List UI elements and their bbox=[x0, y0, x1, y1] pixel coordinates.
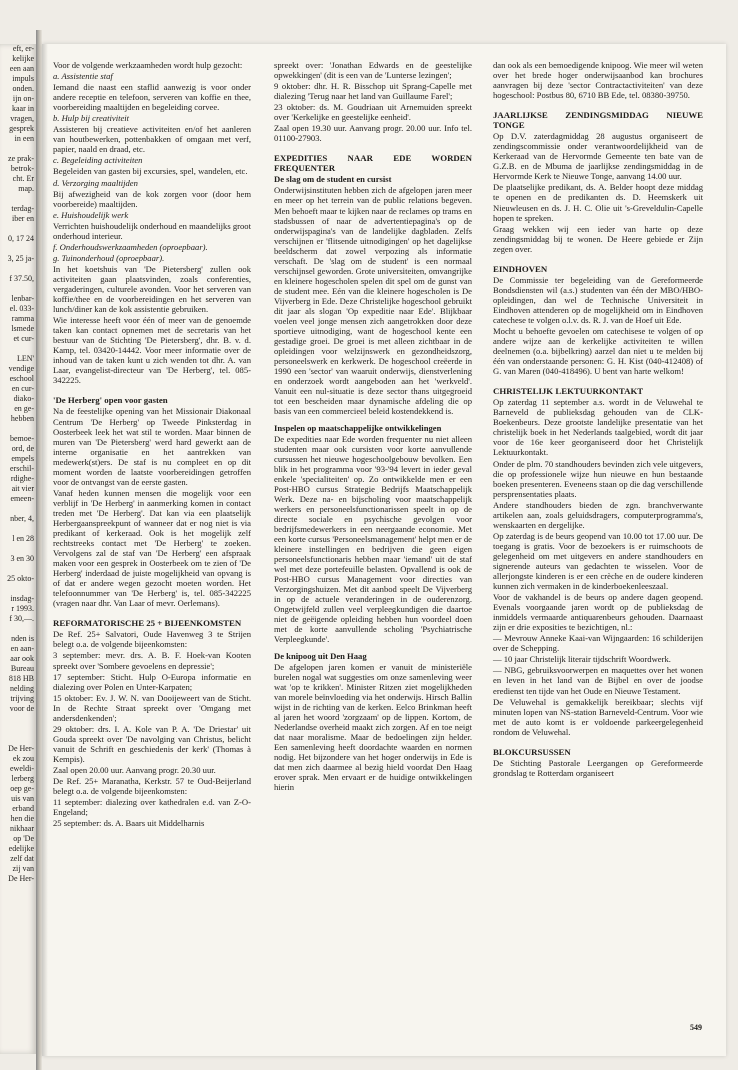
prev-page-line: 818 HB bbox=[8, 674, 34, 683]
paragraph: Graag wekken wij een ieder van harte op deze zendingsmiddag bij te wonen. De Heere gebiede er Zijn zegen over. bbox=[493, 223, 703, 254]
previous-page-edge bbox=[0, 44, 36, 1054]
paragraph: De afgelopen jaren komen er vanuit de ministeriële burelen nogal wat suggesties om onze samenleving weer wat 'op te krikken'. Minister Ritzen ziet mogelijkheden van morele beïnvloeding via het onderwijs. Hirsch Ballin wijst in de richting van de kerken. Eelco Brinkman heeft al jaren het woord 'zorgzaam' op de lippen. Kortom, de Nederlandse overheid maakt zich zorgen. Af en toe neigt dat naar moralisme. Maar de bedoelingen zijn helder. Een samenleving heeft doordachte waarden en normen nodig. Het bijzondere van het hoger onderwijs in Ede is dat men zich daarmee al bezig hield voordat Den Haag erover sprak. Men ervaart er de huidige ontwikkelingen hierin bbox=[274, 661, 472, 793]
paragraph: Zaal open 20.00 uur. Aanvang progr. 20.30 uur. bbox=[53, 765, 216, 775]
prev-page-line: cht. Er bbox=[12, 174, 34, 183]
prev-page-line: bemoe- bbox=[10, 434, 34, 443]
section-heading: BLOKCURSUSSEN bbox=[493, 746, 571, 757]
paragraph: Voor de vakhandel is de beurs op andere dagen geopend. Evenals voorgaande jaren wordt op de publieksdag de inmiddels vermaarde antiquarenbeurs gehouden. Daarnaast zijn er drie exposities te bezichtigen, nl.: bbox=[493, 592, 703, 633]
paragraph: De Stichting Pastorale Leergangen op Gereformeerde grondslag te Rotterdam organiseert bbox=[493, 757, 703, 778]
page-fold-shadow bbox=[42, 44, 48, 1056]
prev-page-line: en cur- bbox=[11, 384, 34, 393]
prev-page-line: erschil- bbox=[10, 464, 34, 473]
paragraph: Onderwijsinstituten hebben zich de afgelopen jaren meer en meer op het terrein van de public relations begeven. Men behoeft maar te kijken naar de reclames op trams en stadsbussen of naar de advertentiepagina's op de onderwijspagina's van de landelijke dagbladen. Zelfs verschijnen er 'flitsende uitnodigingen' op het dagelijkse beeldscherm dat zowel verpozing als informatie verschaft. De 'slag om de student' is een normaal verschijnsel geworden. Grote universiteiten, omvangrijke en kleinere hogescholen spelen dit spel om de gunst van de student mee. Eén van die kleinere hogescholen is De Vijverberg in Ede. Deze Christelijke hogeschool gebruikt dit jaar als slogan 'Op expeditie naar Ede'. Blijkbaar voelen veel jonge mensen zich aangetrokken door deze sportieve uitnodiging, want de hogeschool kente een gestadige groei. De groei is met alleen zichtbaar in de opleidingen voor welzijnswerk en gezondheidszorg, personeelswerk en kerkwerk. De hogeschool creëerde in 1990 een 'sector' van waaruit onderwijs, dienstverlening en onderzoek wordt aangeboden aan het 'werkveld'. Vanuit een nul-situatie is deze sector thans uitgegroeid tot een bescheiden maar dynamische afdeling die op basis van een commercieel beleid kostendekkend is. bbox=[274, 185, 472, 417]
prev-page-line bbox=[0, 544, 36, 554]
prev-page-line: rdighe- bbox=[10, 474, 34, 483]
prev-page-line: f 30,—. bbox=[9, 614, 34, 623]
section-heading: EINDHOVEN bbox=[493, 263, 548, 274]
paragraph: 17 september: Sticht. Hulp O-Europa informatie en dialezing over Polen en Unter-Karpaten; bbox=[53, 671, 251, 692]
italic-subheading: d. Verzorging maaltijden bbox=[53, 177, 138, 188]
prev-page-line: ek zou bbox=[12, 754, 34, 763]
prev-page-line bbox=[0, 504, 36, 514]
section-heading: CHRISTELIJK LEKTUURKONTAKT bbox=[493, 386, 644, 397]
prev-page-line bbox=[0, 284, 36, 294]
paragraph: 29 oktober: drs. I. A. Kole van P. A. 'De Driestar' uit Gouda spreekt over 'De navolging van Christus, belicht vanuit de Schrift en geschiedenis der kerk' (Thomas à Kempis). bbox=[53, 723, 251, 764]
prev-page-line bbox=[0, 734, 36, 744]
paragraph: Mocht u behoefte gevoelen om catechisese te volgen of op andere wijze aan de kerkelijke activiteiten te willen deelnemen (o.a. bijbelkring) aarzel dan niet u te melden bij één van onderstaande personen: G. H. Kist (040-412408) of G. van Maren (040-418496). U bent van harte welkom! bbox=[493, 325, 703, 377]
prev-page-line: r 1993. bbox=[11, 604, 34, 613]
prev-page-line bbox=[0, 144, 36, 154]
paragraph: — NBG, gebruiksvoorwerpen en maquettes over het wonen en leven in het land van de Bijbel en over de joodse eredienst ten tijde van het Oude en Nieuwe Testament. bbox=[493, 665, 703, 696]
prev-page-line: en ge- bbox=[14, 404, 34, 413]
prev-page-line: nber, 4, bbox=[10, 514, 34, 523]
prev-page-line bbox=[0, 224, 36, 234]
prev-page-line: edelijke bbox=[8, 844, 34, 853]
prev-page-line: f 37.50, bbox=[9, 274, 34, 283]
prev-page-line: lsmede bbox=[11, 324, 34, 333]
paragraph: — 10 jaar Christelijk literair tijdschrift Woordwerk. bbox=[493, 654, 671, 665]
prev-page-line: trijving bbox=[10, 694, 34, 703]
prev-page-line bbox=[0, 584, 36, 594]
prev-page-line: eft, er- bbox=[12, 44, 34, 53]
prev-page-line: hebben bbox=[10, 414, 34, 423]
subsection-heading: Inspelen op maatschappelijke ontwikkelingen bbox=[274, 422, 442, 433]
paragraph: Voor de volgende werkzaamheden wordt hulp gezocht: bbox=[53, 60, 243, 70]
prev-page-line: map. bbox=[18, 184, 34, 193]
prev-page-line bbox=[0, 624, 36, 634]
prev-page-line: terdag- bbox=[11, 204, 34, 213]
prev-page-line: LEN' bbox=[17, 354, 34, 363]
paragraph: Op D.V. zaterdagmiddag 28 augustus organiseert de zendingscommissie onder verantwoordelijkheid van de Kerkeraad van de Hervormde Gemeente ten bate van de G.Z.B. en de Mbuma de jaarlijkse zendingsmiddag in de Hervormde Kerk te Nieuwe Tonge, aanvang 14.00 uur. bbox=[493, 131, 703, 182]
prev-page-line: et cur- bbox=[13, 334, 34, 343]
paragraph: 23 oktober: ds. M. Goudriaan uit Arnemuiden spreekt over 'Kerkelijke en geestelijke eenheid'. bbox=[274, 102, 472, 123]
prev-page-line: ord, de bbox=[11, 444, 34, 453]
prev-page-line: oep ge- bbox=[10, 784, 34, 793]
prev-page-line: ait vier bbox=[11, 484, 34, 493]
magazine-page bbox=[42, 44, 726, 1056]
paragraph: Bij afwezigheid van de kok zorgen voor (door hem voorbereide) maaltijden. bbox=[53, 188, 251, 209]
subsection-heading: De knipoog uit Den Haag bbox=[274, 650, 367, 661]
paragraph: 9 oktober: dhr. H. R. Bisschop uit Sprang-Capelle met dialezing 'Terug naar het land van Guillaume Farel'; bbox=[274, 81, 472, 102]
page-number: 549 bbox=[690, 1023, 702, 1032]
prev-page-line: gesprek bbox=[9, 124, 34, 133]
prev-page-line: empels bbox=[11, 454, 34, 463]
prev-page-line: aar ook bbox=[10, 654, 34, 663]
prev-page-line: onden. bbox=[12, 84, 34, 93]
prev-page-line: emeen- bbox=[10, 494, 34, 503]
paragraph: — Mevrouw Anneke Kaai-van Wijngaarden: 16 schilderijen over de Schepping. bbox=[493, 633, 703, 654]
section-heading: JAARLIJKSE ZENDINGSMIDDAG NIEUWE TONGE bbox=[493, 110, 703, 131]
paragraph: Verrichten huishoudelijk onderhoud en maandelijks groot onderhoud interieur. bbox=[53, 220, 251, 241]
prev-page-line: l en 28 bbox=[12, 534, 34, 543]
prev-page-line: De Her- bbox=[8, 744, 34, 753]
paragraph: De expedities naar Ede worden frequenter nu niet alleen studenten maar ook cursisten voor korte aanvullende cursussen het nieuwe hogeschoolgebouw bevolken. Een blik in het programma voor '93-'94 levert in ieder geval enkele 'specialiteiten' op. Zo ontwikkelde men er een Post-HBO cursus Strategie Bedrijfs Maatschappelijk Werk. Deze na- en bijscholing voor maatschappelijk werkers en personeelsfunctionarissen speelt in op de directe sociale en psychische gevolgen voor bedrijfsmedewerkers in een neergaande economie. Met een korte cursus 'Personeelsmanagement' helpt men er de kleinere instellingen en bedrijven die geen eigen personeelsfunctionaris hebben maar 'iemand' uit de staf wel met deze portefeuille belasten. Opvallend is ook de Post-HBO cursus Management voor directies van Verzorgingshuizen. Met dit aanbod speelt De Vijverberg in op de actuele veranderingen in de ouderenzorg. Ongetwijfeld zullen veel verpleegkundigen die daartoe niet de geëigende opleiding hebben hun voordeel doen met de korte aanvullende scholing 'Psychiatrische Verpleegkunde'. bbox=[274, 433, 472, 645]
paragraph: De Commissie ter begeleiding van de Gereformeerde Bondsdiensten wil (a.s.) studenten van één der MBO/HBO-opleidingen, dan wel de Technische Universiteit in Eindhoven attenderen op de mogelijkheid om in Eindhoven catechese te volgen o.l.v. ds. R. J. van de Hoef uit Ede. bbox=[493, 274, 703, 325]
italic-subheading: b. Hulp bij creativiteit bbox=[53, 113, 130, 124]
paragraph: De Veluwehal is gemakkelijk bereikbaar; slechts vijf minuten lopen van NS-station Barneveld-Centrum. Voor wie met de auto komt is er voldoende parkeergelegenheid rondom de Veluwehal. bbox=[493, 696, 703, 737]
prev-page-line: nikhaar bbox=[10, 824, 34, 833]
subtitle: De slag om de student en cursist bbox=[274, 174, 392, 185]
column-3 bbox=[493, 60, 703, 779]
prev-page-line bbox=[0, 194, 36, 204]
prev-page-line: zij van bbox=[12, 864, 34, 873]
paragraph: Assisteren bij creatieve activiteiten en/of het aanleren van houtbewerken, pottenbakken of omgaan met verf, papier, naald en draad, etc. bbox=[53, 124, 251, 155]
paragraph: De Ref. 25+ Maranatha, Kerkstr. 57 te Oud-Beijerland belegt o.a. de volgende bijeenkomsten: bbox=[53, 776, 251, 797]
prev-page-line: eschool bbox=[9, 374, 34, 383]
prev-page-line: nden is bbox=[11, 634, 34, 643]
italic-subheading: c. Begeleiding activiteiten bbox=[53, 155, 143, 166]
prev-page-line: ijn on- bbox=[12, 94, 34, 103]
column-1 bbox=[53, 60, 251, 829]
prev-page-line bbox=[0, 714, 36, 724]
paragraph: Begeleiden van gasten bij excursies, spel, wandelen, etc. bbox=[53, 166, 248, 177]
paragraph: 11 september: dialezing over kathedralen e.d. van Z-O-Engeland; bbox=[53, 797, 251, 818]
prev-page-line: en aan- bbox=[10, 644, 34, 653]
prev-page-line: Bureau bbox=[10, 664, 34, 673]
prev-page-line: 0, 17 24 bbox=[8, 234, 34, 243]
prev-page-line: kaar in bbox=[12, 104, 34, 113]
prev-page-line: erband bbox=[12, 804, 34, 813]
prev-page-line: el. 033- bbox=[9, 304, 34, 313]
paragraph: Wie interesse heeft voor één of meer van de genoemde taken kan contact opnemen met de secretaris van het bestuur van de Stichting 'De Pietersberg', dhr. B. v. d. Kamp, tel. 03420-14442. Voor meer informatie over de inhoud van de taken kunt u zich wenden tot dhr. A. van Laar, evangelist-directeur van 'De Herberg', tel. 085-342225. bbox=[53, 315, 251, 386]
prev-page-line: diako- bbox=[13, 394, 34, 403]
prev-page-line: eweldi- bbox=[10, 764, 34, 773]
paragraph: Zaal open 19.30 uur. Aanvang progr. 20.00 uur. Info tel. 01100-27903. bbox=[274, 123, 472, 144]
paragraph: Onder de plm. 70 standhouders bevinden zich vele uitgevers, die op professionele wijze hun nieuwe en hun bestaande boeken presenteren. Eveneens staan op die dag verschillende persprensentaties plaats. bbox=[493, 458, 704, 499]
paragraph: Na de feestelijke opening van het Missionair Diakonaal Centrum 'De Herberg' op Tweede Pinksterdag in Oosterbeek leek het wat stil te worden. Maar binnen de muren van 'De Pietersberg' werd hard gewerkt aan de interne organisatie en het aantrekken van medewerk(st)ers. De staf is nu compleet en op dit moment worden de laatste voorbereidingen getroffen voor de ontvangst van de eerste gasten. bbox=[53, 406, 251, 487]
prev-page-line: ze prak- bbox=[8, 154, 34, 163]
paragraph: Iemand die naast een staflid aanwezig is voor onder andere receptie en telefoon, serveren van koffie en thee, voorbereiding maaltijden en begeleiding corvee. bbox=[53, 82, 251, 113]
prev-page-line: insdag- bbox=[10, 594, 34, 603]
paragraph: 25 september: ds. A. Baars uit Middelharnis bbox=[53, 818, 205, 829]
prev-page-line: vragen, bbox=[10, 114, 34, 123]
section-heading: 'De Herberg' open voor gasten bbox=[53, 395, 168, 406]
paragraph: 15 oktober: Ev. J. W. N. van Dooijeweert van de Sticht. In de Rechte Straat spreekt over 'Omgang met andersdenkenden'; bbox=[53, 692, 251, 723]
italic-subheading: f. Onderhoudswerkzaamheden (oproepbaar). bbox=[53, 241, 208, 252]
paragraph: De plaatselijke predikant, ds. A. Belder hoopt deze middag te openen en de predikanten ds. D. Heemskerk uit Nieuwleusen en ds. J. H. C. Olie uit 's-Greveldulin-Capelle hopen te spreken. bbox=[493, 182, 703, 223]
italic-subheading: g. Tuinonderhoud (oproepbaar). bbox=[53, 252, 165, 263]
prev-page-line: op 'De bbox=[13, 834, 34, 843]
paragraph: spreekt over: 'Jonathan Edwards en de geestelijke opwekkingen' (dit is een van de 'Lunterse lezingen'; bbox=[274, 60, 472, 81]
column-2 bbox=[274, 60, 472, 793]
prev-page-line bbox=[0, 724, 36, 734]
prev-page-line: ramma bbox=[11, 314, 34, 323]
prev-page-line: 25 okto- bbox=[7, 574, 34, 583]
prev-page-line: nelding bbox=[10, 684, 34, 693]
paragraph: Andere standhouders bieden de zgn. branchverwante artikelen aan, zoals geluidsdragers, computerprogramma's, wenskaarten en dergelijke. bbox=[493, 499, 703, 530]
prev-page-line: 3 en 30 bbox=[10, 554, 34, 563]
italic-subheading: a. Assistentie staf bbox=[53, 71, 113, 82]
section-heading: EXPEDITIES NAAR EDE WORDEN FREQUENTER bbox=[274, 153, 472, 174]
prev-page-line: betrok- bbox=[10, 164, 34, 173]
prev-page-line: kelijke bbox=[12, 54, 34, 63]
prev-page-line bbox=[0, 564, 36, 574]
paragraph: In het koetshuis van 'De Pietersberg' zullen ook activiteiten gaan plaatsvinden, zoals conferenties, vergaderingen, culturele avonden. Voor het serveren van koffie/thee en de voorbereidingen en het serveren van lunch/diner kan de kok assistentie gebruiken. bbox=[53, 263, 251, 315]
prev-page-line: impuls bbox=[12, 74, 34, 83]
prev-page-line: lenbar- bbox=[11, 294, 34, 303]
prev-page-line bbox=[0, 524, 36, 534]
prev-page-line: uis van bbox=[11, 794, 34, 803]
prev-page-line bbox=[0, 244, 36, 254]
prev-page-line: 3, 25 ja- bbox=[7, 254, 34, 263]
prev-page-line: De Her- bbox=[8, 874, 34, 883]
paragraph: Op zaterdag is de beurs geopend van 10.00 tot 17.00 uur. De toegang is gratis. Voor de bezoekers is er ruimschoots de gelegenheid om met uitgevers en andere standhouders en signerende auteurs van gedachten te wisselen. Voor de allerjongste kinderen is er een crèche en de oudere kinderen kunnen zich vermaken in de kinderboekenleeszaal. bbox=[493, 530, 703, 592]
paragraph: De Ref. 25+ Salvatori, Oude Havenweg 3 te Strijen belegt o.a. de volgende bijeenkomsten: bbox=[53, 629, 251, 650]
prev-page-line: in een bbox=[14, 134, 34, 143]
prev-page-line: vendige bbox=[8, 364, 34, 373]
prev-page-line bbox=[0, 344, 36, 354]
prev-page-line bbox=[0, 264, 36, 274]
paragraph: dan ook als een bemoedigende knipoog. Wie meer wil weten over het brede hoger onderwijsaanbod kan brochures aanvragen bij deze 'sector Contractactiviteiten' van deze hogeschool: Postbus 80, 6710 BB Ede, tel. 08380-39750. bbox=[493, 60, 703, 101]
prev-page-line: iber en bbox=[12, 214, 34, 223]
prev-page-line: lerberg bbox=[11, 774, 34, 783]
prev-page-line: een aan bbox=[9, 64, 34, 73]
prev-page-line: zelf dat bbox=[10, 854, 34, 863]
paragraph: Vanaf heden kunnen mensen die mogelijk voor een verblijf in 'De Herberg' in aanmerking komen in contact treden met 'De Herberg'. Dat kan via een plaatselijk Herbergaanspreekpunt of wanneer dat er nog niet is via predikant of kerkeraad. Ook is het mogelijk zelf rechtstreeks contact met 'De Herberg' te zoeken. Vervolgens zal de staf van 'De Herberg' een afspraak maken voor een gesprek in Oosterbeek om te zien of 'De Herberg' inderdaad de juiste mogelijkheid van opvang is of dat er andere wegen gezocht moeten worden. Het telefoonnummer van 'De Herberg' is, tel. 085-342225 (vragen naar dhr. Van Laar of mevr. Oerlemans). bbox=[53, 487, 251, 609]
prev-page-line bbox=[0, 424, 36, 434]
italic-subheading: e. Huishoudelijk werk bbox=[53, 209, 129, 220]
prev-page-line: voor de bbox=[9, 704, 34, 713]
paragraph: 3 september: mevr. drs. A. B. F. Hoek-van Kooten spreekt over 'Sombere gevoelens en depressie'; bbox=[53, 650, 251, 671]
section-heading: REFORMATORISCHE 25 + BIJEENKOMSTEN bbox=[53, 618, 242, 629]
paragraph: Op zaterdag 11 september a.s. wordt in de Veluwehal te Barneveld de publieksdag gehouden van de CLK-Boekenbeurs. Deze grootste landelijke presentatie van het christelijk boek in het Nederlands taalgebied, wordt dit jaar voor de 16e keer georganiseerd door het Christelijk Lektuurkontakt. bbox=[493, 397, 703, 458]
prev-page-line: hen die bbox=[10, 814, 34, 823]
